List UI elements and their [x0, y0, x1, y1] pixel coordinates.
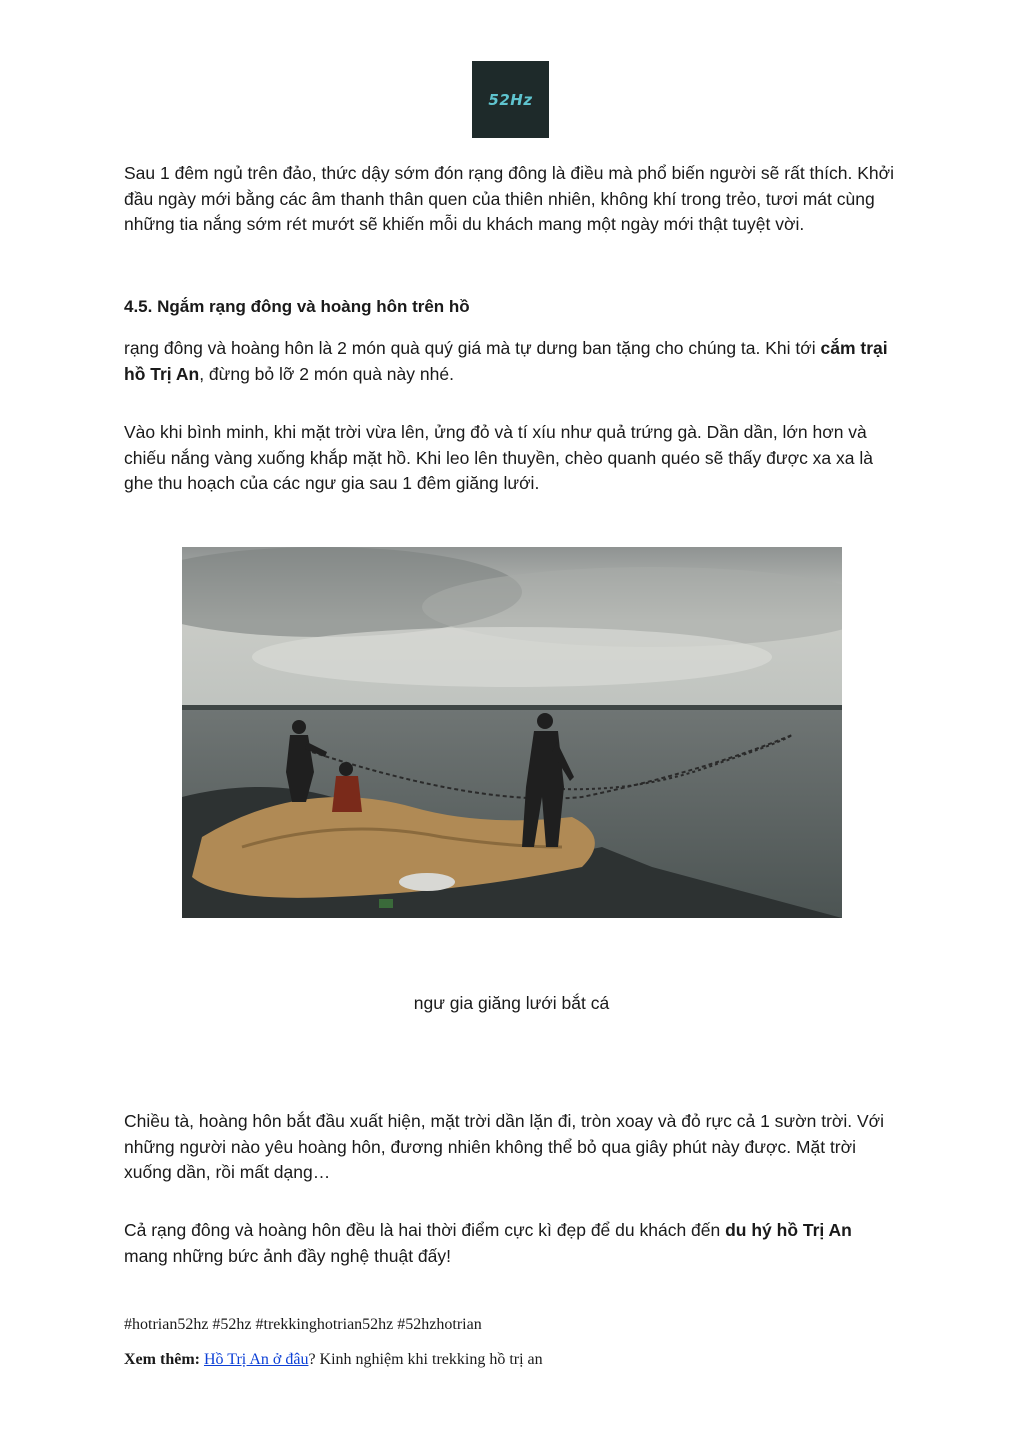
paragraph-text: Cả rạng đông và hoàng hôn đều là hai thời điểm cực kì đẹp để du khách đến: [124, 1220, 726, 1240]
hashtags: #hotrian52hz #52hz #trekkinghotrian52hz #52hzhotrian: [124, 1316, 482, 1333]
see-more-line: [124, 1351, 543, 1369]
intro-paragraph: Sau 1 đêm ngủ trên đảo, thức dậy sớm đón rạng đông là điều mà phổ biến người sẽ rất thích. Khởi đầu ngày mới bằng các âm thanh thân quen của thiên nhiên, không khí trong trẻo, tươi mát cùng những tia nắng sớm rét mướt sẽ khiến mỗi du khách mang một ngày mới thật tuyệt vời.: [124, 163, 894, 234]
sunrise-sunset-paragraph: [124, 336, 899, 387]
see-more-link[interactable]: Hồ Trị An ở đâu: [203, 1351, 309, 1368]
see-more-label: Xem thêm:: [124, 1351, 200, 1368]
fishermen-photo: [182, 547, 842, 918]
paragraph-text: rạng đông và hoàng hôn là 2 món quà quý giá mà tự dưng ban tặng cho chúng ta. Khi tới: [124, 338, 821, 358]
paragraph-text: , đừng bỏ lỡ 2 món quà này nhé.: [199, 363, 454, 384]
see-more-suffix: ? Kinh nghiệm khi trekking hồ trị an: [308, 1351, 543, 1368]
bold-keyword: cắm trại hồ Trị An: [124, 338, 888, 384]
section-heading: 4.5. Ngắm rạng đông và hoàng hôn trên hồ: [124, 297, 470, 316]
logo-text: 52Hz: [488, 90, 533, 109]
bold-keyword: du hý hồ Trị An: [725, 1220, 852, 1240]
photo-caption: ngư gia giăng lưới bắt cá: [413, 993, 610, 1013]
sunset-paragraph: Chiều tà, hoàng hôn bắt đầu xuất hiện, mặt trời dần lặn đi, tròn xoay và đỏ rực cả 1 sườn trời. Với những người nào yêu hoàng hôn, đương nhiên không thể bỏ qua giây phút này được. Mặt trời xuống dần, rồi mất dạng…: [124, 1111, 885, 1182]
site-logo: [472, 61, 549, 138]
closing-paragraph: [124, 1218, 899, 1269]
paragraph-text: mang những bức ảnh đầy nghệ thuật đấy!: [124, 1245, 451, 1266]
dawn-paragraph: Vào khi bình minh, khi mặt trời vừa lên, ửng đỏ và tí xíu như quả trứng gà. Dần dần, lớn hơn và chiếu nắng vàng xuống khắp mặt hồ. Khi leo lên thuyền, chèo quanh quéo sẽ thấy được xa xa là ghe thu hoạch của các ngư gia sau 1 đêm giăng lưới.: [124, 422, 873, 493]
